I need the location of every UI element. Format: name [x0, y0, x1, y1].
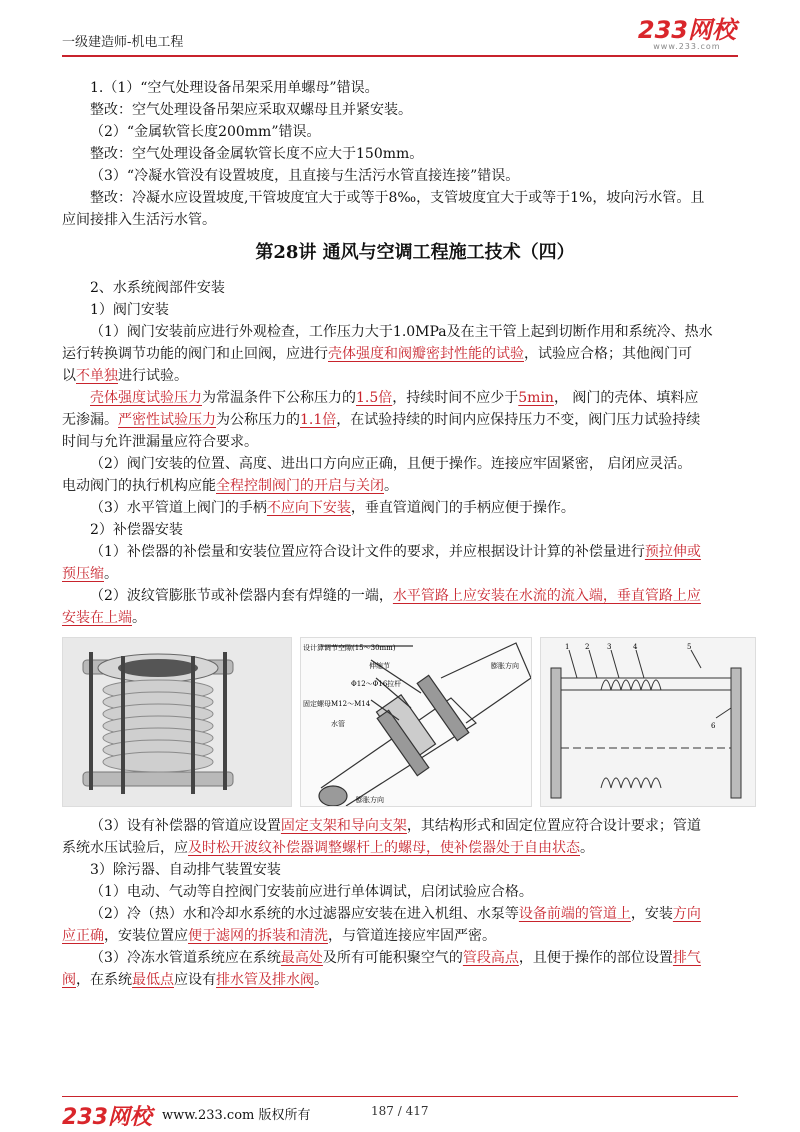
- footer-copyright: www.233.com 版权所有: [162, 1108, 311, 1123]
- compensator-section-drawing: [540, 637, 756, 807]
- header-divider: [62, 55, 738, 57]
- text-line: 1.（1）“空气处理设备吊架采用单螺母”错误。: [90, 80, 379, 96]
- paragraph: 无渗漏。严密性试验压力为公称压力的1.1倍，在试验持续的时间内应保持压力不变，阀门压力试验持续: [62, 412, 701, 428]
- page-number: 187 / 417: [371, 1104, 429, 1118]
- label-sleeve: 伸缩节: [369, 662, 390, 670]
- label-5: 5: [687, 643, 692, 651]
- logo-url: www.233.com: [653, 42, 721, 51]
- paragraph: （1）阀门安装前应进行外观检查，工作压力大于1.0MPa及在主干管上起到切断作用和系统冷、热水: [90, 324, 713, 340]
- highlight: 排水管及排水阀: [216, 972, 314, 988]
- highlight: 排气: [672, 950, 701, 966]
- paragraph: （2）冷（热）水和冷却水系统的水过滤器应安装在进入机组、水泵等设备前端的管道上，安装方向: [90, 906, 701, 922]
- highlight: 预压缩: [62, 566, 104, 582]
- highlight: 固定支架和导向支架: [280, 818, 407, 834]
- document-body: [62, 77, 740, 991]
- paragraph: （2）波纹管膨胀节或补偿器内套有焊缝的一端，水平管路上应安装在水流的流入端，垂直管路上应: [90, 588, 701, 604]
- compensator-photo: [62, 637, 292, 807]
- highlight: 便于滤网的拆装和清洗: [188, 928, 328, 944]
- bellows-photo-icon: [63, 638, 291, 806]
- text-line: 整改：冷凝水应设置坡度,干管坡度宜大于或等于8‰，支管坡度宜大于或等于1%，坡向污水管。且: [90, 190, 705, 206]
- subsection-heading: 2）补偿器安装: [90, 522, 183, 538]
- highlight: 设备前端的管道上: [518, 906, 631, 922]
- highlight: 不单独: [76, 368, 118, 384]
- brand-logo[interactable]: [638, 18, 736, 52]
- lecture-title: 第28讲 通风与空调工程施工技术（四）: [255, 242, 575, 263]
- pipe-diagram-icon: [301, 638, 531, 806]
- highlight: 壳体强度和阀瓣密封性能的试验: [328, 346, 524, 362]
- highlight: 1.1倍: [300, 412, 337, 428]
- highlight: 安装在上端: [62, 610, 132, 626]
- footer-divider: [62, 1096, 738, 1097]
- paragraph: 运行转换调节功能的阀门和止回阀，应进行壳体强度和阀瓣密封性能的试验，试验应合格；其他阀门可: [62, 346, 692, 362]
- paragraph: 壳体强度试验压力为常温条件下公称压力的1.5倍，持续时间不应少于5min， 阀门的壳体、填料应: [90, 390, 699, 406]
- logo-text: 233网校: [637, 16, 736, 44]
- label-4: 4: [633, 643, 638, 651]
- paragraph: 时间与允许泄漏量应符合要求。: [62, 434, 258, 450]
- label-2: 2: [585, 643, 590, 651]
- highlight: 不应向下安装: [266, 500, 351, 516]
- label-dir2: 膨胀方向: [356, 796, 384, 804]
- label-rod: Φ12～Φ16拉杆: [351, 680, 402, 688]
- highlight: 1.5倍: [356, 390, 393, 406]
- paragraph: 安装在上端。: [62, 610, 146, 626]
- paragraph: （3）设有补偿器的管道应设置固定支架和导向支架，其结构形式和固定位置应符合设计要求；管道: [90, 818, 701, 834]
- label-gap: 设计算调节空隙(15～30mm): [303, 644, 396, 652]
- highlight: 壳体强度试验压力: [90, 390, 202, 406]
- highlight: 管段高点: [462, 950, 519, 966]
- section-drawing-icon: [541, 638, 755, 806]
- paragraph: 预压缩。: [62, 566, 118, 582]
- footer-logo[interactable]: 233网校: [62, 1105, 152, 1130]
- label-6: 6: [711, 722, 716, 730]
- subsection-heading: 3）除污器、自动排气装置安装: [90, 862, 281, 878]
- text-line: 整改：空气处理设备金属软管长度不应大于150mm。: [90, 146, 424, 162]
- section-heading: 2、水系统阀部件安装: [90, 280, 225, 296]
- highlight: 最低点: [132, 972, 174, 988]
- paragraph: 阀，在系统最低点应设有排水管及排水阀。: [62, 972, 328, 988]
- paragraph: （1）补偿器的补偿量和安装位置应符合设计文件的要求，并应根据设计计算的补偿量进行预拉伸或: [90, 544, 701, 560]
- text-line: 整改：空气处理设备吊架应采取双螺母且并紧安装。: [90, 102, 412, 118]
- label-nut: 固定螺母M12～M14: [303, 700, 371, 708]
- highlight: 预拉伸或: [644, 544, 701, 560]
- text-line: （3）“冷凝水管没有设置坡度，且直接与生活污水管直接连接”错误。: [90, 168, 520, 184]
- paragraph: （3）冷冻水管道系统应在系统最高处及所有可能积聚空气的管段高点，且便于操作的部位设置排气: [90, 950, 701, 966]
- compensator-figures: [62, 637, 756, 807]
- highlight: 水平管路上应安装在水流的流入端，垂直管路上应: [392, 588, 701, 604]
- header-title: 一级建造师-机电工程: [62, 35, 184, 50]
- compensator-install-diagram: [300, 637, 532, 807]
- text-line: （2）“金属软管长度200mm”错误。: [90, 124, 321, 140]
- highlight: 阀: [62, 972, 76, 988]
- paragraph: （3）水平管道上阀门的手柄不应向下安装，垂直管道阀门的手柄应便于操作。: [90, 500, 575, 516]
- highlight: 严密性试验压力: [118, 412, 216, 428]
- label-dir1: 膨胀方向: [491, 662, 519, 670]
- paragraph: 以不单独进行试验。: [62, 368, 188, 384]
- paragraph: （2）阀门安装的位置、高度、进出口方向应正确，且便于操作。连接应牢固紧密， 启闭应灵活。: [90, 456, 692, 472]
- label-3: 3: [607, 643, 612, 651]
- highlight: 及时松开波纹补偿器调整螺杆上的螺母，使补偿器处于自由状态: [188, 840, 580, 856]
- paragraph: 应正确，安装位置应便于滤网的拆装和清洗，与管道连接应牢固严密。: [62, 928, 496, 944]
- highlight: 全程控制阀门的开启与关闭: [216, 478, 384, 494]
- paragraph: （1）电动、气动等自控阀门安装前应进行单体调试，启闭试验应合格。: [90, 884, 533, 900]
- label-pipe: 水管: [331, 720, 345, 728]
- highlight: 5min: [518, 390, 554, 406]
- paragraph: 系统水压试验后，应及时松开波纹补偿器调整螺杆上的螺母，使补偿器处于自由状态。: [62, 840, 594, 856]
- highlight: 方向: [672, 906, 701, 922]
- label-1: 1: [565, 643, 570, 651]
- highlight: 应正确: [62, 928, 104, 944]
- paragraph: 电动阀门的执行机构应能全程控制阀门的开启与关闭。: [62, 478, 398, 494]
- subsection-heading: 1）阀门安装: [90, 302, 169, 318]
- highlight: 最高处: [280, 950, 323, 966]
- text-line: 应间接排入生活污水管。: [62, 212, 216, 228]
